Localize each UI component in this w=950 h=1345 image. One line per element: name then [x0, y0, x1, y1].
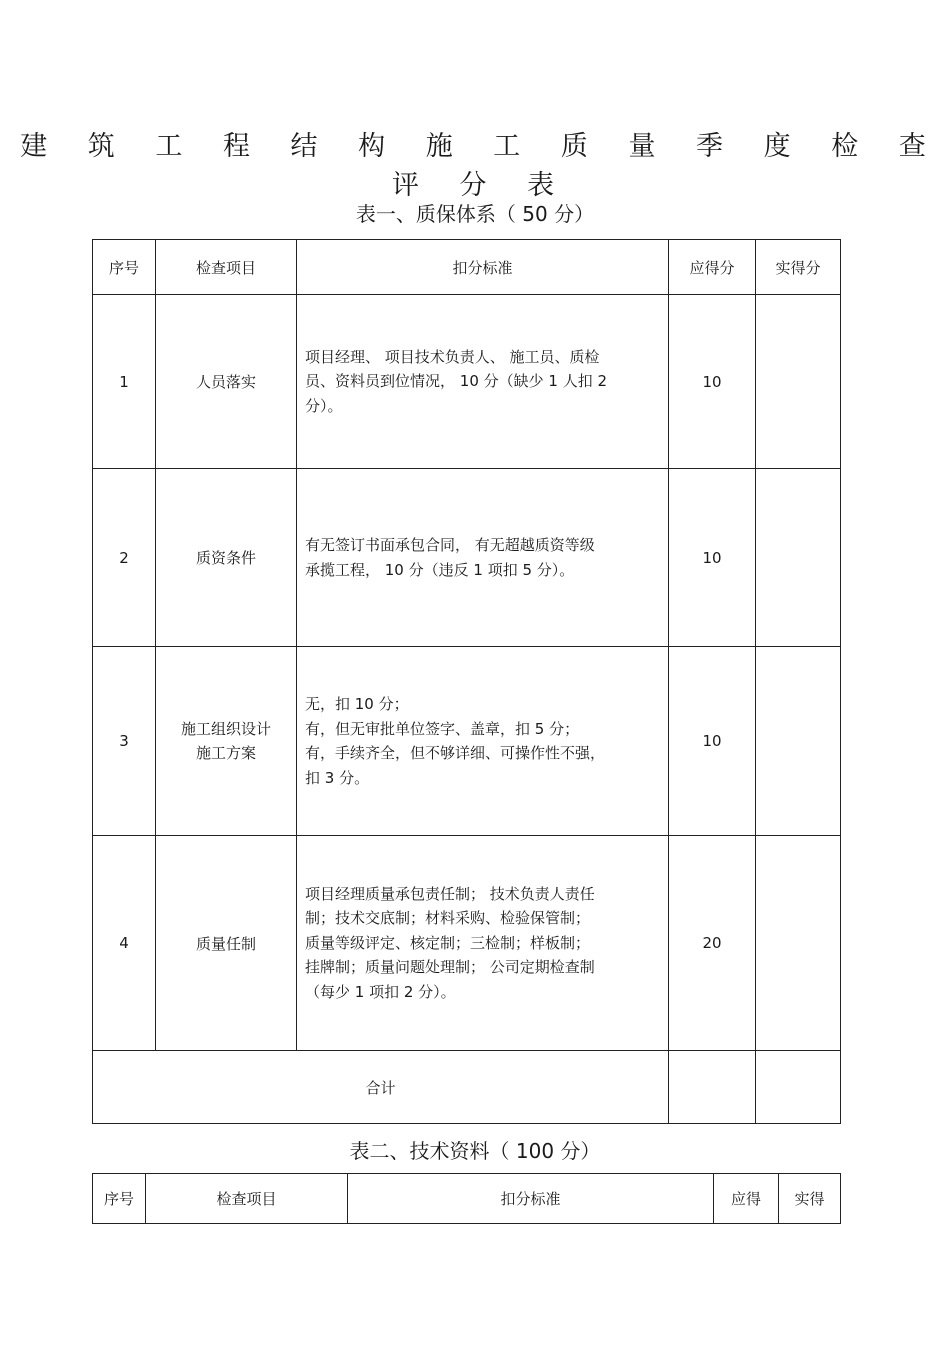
- header-no: 序号: [93, 1174, 146, 1224]
- header-item: 检查项目: [156, 240, 297, 295]
- criteria-line: 分）。: [305, 396, 343, 415]
- table-header-row: [93, 1174, 841, 1224]
- item-line: 施工方案: [195, 744, 256, 762]
- criteria-line: 项目经理质量承包责任制； 技术负责人责任: [305, 884, 595, 903]
- table-header-row: [93, 240, 841, 295]
- item-line: 施工组织设计: [180, 720, 271, 738]
- row-criteria: [297, 469, 669, 647]
- criteria-line: 承揽工程， 10 分（违反 1 项扣 5 分）。: [305, 560, 575, 579]
- header-criteria: 扣分标准: [297, 240, 669, 295]
- row-criteria: [297, 647, 669, 836]
- table-row: [93, 469, 841, 647]
- criteria-line: 挂牌制；质量问题处理制； 公司定期检查制: [305, 958, 595, 977]
- total-actual-score[interactable]: [756, 1051, 841, 1124]
- row-item: [156, 836, 297, 1051]
- row-item: [156, 469, 297, 647]
- header-score: 应得: [714, 1174, 779, 1224]
- technical-docs-table: [92, 1173, 841, 1224]
- row-no: 4: [93, 836, 156, 1051]
- total-row: [93, 1051, 841, 1124]
- row-actual-score[interactable]: [756, 836, 841, 1051]
- criteria-line: 无，扣 10 分；: [305, 695, 409, 713]
- row-item: [156, 295, 297, 469]
- criteria-line: 有，但无审批单位签字、盖章，扣 5 分；: [305, 719, 580, 738]
- criteria-line: 制；技术交底制；材料采购、检验保管制；: [305, 909, 591, 928]
- table-row: [93, 836, 841, 1051]
- item-line: 质资条件: [195, 549, 256, 567]
- row-no: 1: [93, 295, 156, 469]
- document-title: 建 筑 工 程 结 构 施 工 质 量 季 度 检 查 评 分 表: [20, 131, 942, 201]
- header-item: 检查项目: [146, 1174, 348, 1224]
- table1-title: 表一、质保体系（ 50 分）: [355, 202, 595, 226]
- header-no: 序号: [93, 240, 156, 295]
- criteria-line: 质量等级评定、核定制；三检制；样板制；: [305, 933, 591, 952]
- row-no: 3: [93, 647, 156, 836]
- header-actual: 实得分: [756, 240, 841, 295]
- item-line: 人员落实: [195, 373, 256, 391]
- row-item: [156, 647, 297, 836]
- row-actual-score[interactable]: [756, 295, 841, 469]
- table-row: [93, 647, 841, 836]
- criteria-line: 有无签订书面承包合同， 有无超越质资等级: [305, 536, 595, 554]
- row-criteria: [297, 836, 669, 1051]
- header-criteria: 扣分标准: [348, 1174, 714, 1224]
- criteria-line: （每少 1 项扣 2 分）。: [305, 982, 456, 1001]
- criteria-line: 项目经理、 项目技术负责人、 施工员、质检: [305, 347, 600, 366]
- header-score: 应得分: [669, 240, 756, 295]
- row-actual-score[interactable]: [756, 647, 841, 836]
- table-row: [93, 295, 841, 469]
- row-score: 20: [669, 836, 756, 1051]
- row-actual-score[interactable]: [756, 469, 841, 647]
- total-score: [669, 1051, 756, 1124]
- quality-system-table: [92, 239, 841, 1124]
- row-score: 10: [669, 469, 756, 647]
- criteria-line: 扣 3 分。: [305, 768, 370, 787]
- total-label: 合计: [93, 1051, 669, 1124]
- criteria-line: 员、资料员到位情况， 10 分（缺少 1 人扣 2: [305, 372, 608, 391]
- item-line: 质量任制: [195, 934, 256, 953]
- table2-title: 表二、技术资料（ 100 分）: [349, 1139, 601, 1163]
- row-criteria: [297, 295, 669, 469]
- row-score: 10: [669, 295, 756, 469]
- criteria-line: 有，手续齐全，但不够详细、可操作性不强，: [305, 744, 606, 762]
- row-score: 10: [669, 647, 756, 836]
- row-no: 2: [93, 469, 156, 647]
- header-actual: 实得: [779, 1174, 841, 1224]
